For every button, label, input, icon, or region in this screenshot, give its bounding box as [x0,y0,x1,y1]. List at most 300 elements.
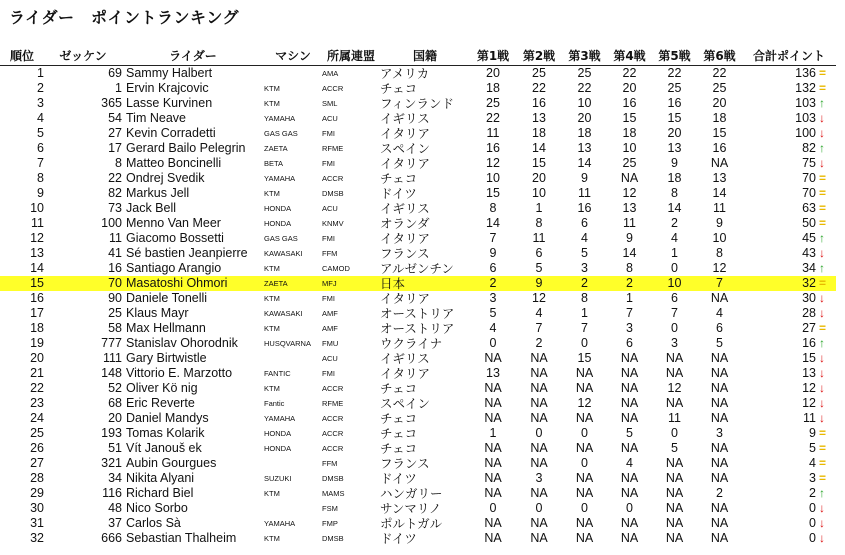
round-5-cell: 20 [667,126,682,140]
round-3-cell: 0 [581,501,588,515]
round-3-cell: 20 [577,111,592,125]
total-points-cell: 70 [802,171,816,185]
rider-name-cell: Ondrej Svedik [126,171,205,185]
trend-icon: ↓ [819,306,825,320]
round-2-cell: NA [530,396,548,410]
round-1-cell: 22 [486,111,500,125]
round-4-cell: NA [620,351,639,365]
round-5-cell: 15 [667,111,682,125]
round-2-cell: 16 [532,96,546,110]
round-1-cell: 25 [486,96,500,110]
round-5-cell: 0 [671,426,678,440]
machine-cell [264,501,322,516]
round-4-cell: NA [620,441,639,455]
round-6-cell: 22 [712,66,727,80]
position-cell: 30 [30,501,44,515]
rider-name-cell: Nico Sorbo [126,501,188,515]
round-4-cell: NA [620,171,639,185]
rider-name-cell: Sebastian Thalheim [126,531,237,545]
position-cell: 6 [37,141,44,155]
col-header-machine: マシン [275,48,311,63]
round-1-cell: NA [484,441,502,455]
table-row [0,66,836,82]
round-1-cell: 13 [486,366,500,380]
round-4-cell: NA [620,411,639,425]
round-2-cell: 4 [535,306,543,320]
number-cell: 70 [44,276,122,291]
table-row [0,171,836,186]
trend-icon: ↑ [819,231,825,245]
round-5-cell: 14 [667,201,682,215]
round-2-cell: 3 [535,471,543,485]
total-points-cell: 27 [802,321,816,335]
round-2-cell: 11 [532,231,546,245]
round-2-cell: 10 [532,186,546,200]
number-cell: 666 [101,531,122,545]
round-5-cell: NA [665,396,684,410]
round-5-cell: 12 [667,381,682,395]
trend-icon: ↓ [819,366,825,380]
trend-icon: ↑ [819,336,825,350]
total-points-cell: 63 [802,201,816,215]
trend-icon: ↓ [819,126,825,140]
round-1-cell: NA [484,351,502,365]
machine-cell: YAMAHA [264,519,296,528]
col-header-round-5: 第5戦 [658,48,691,63]
nationality-cell: チェコ [380,81,418,96]
round-2-cell: 12 [532,291,546,305]
trend-icon: ↓ [819,291,825,305]
total-points-cell: 82 [802,141,816,155]
table-row [0,471,836,486]
machine-cell: HONDA [264,444,292,453]
round-3-cell: 4 [581,231,588,245]
round-3-cell: 18 [577,126,592,140]
round-3-cell: 10 [577,96,592,110]
rider-name-cell: Tomas Kolarik [126,426,205,440]
machine-cell: HONDA [264,204,292,213]
position-cell: 19 [30,336,44,350]
machine-cell [264,351,322,366]
total-points-cell: 75 [802,156,816,170]
round-4-cell: 4 [626,456,633,470]
position-cell: 22 [30,381,44,395]
position-cell: 25 [30,426,44,440]
federation-cell: MAMS [322,489,345,498]
round-1-cell: 14 [486,216,500,230]
nationality-cell: イギリス [380,351,430,366]
round-5-cell: 0 [671,321,678,335]
round-1-cell: 10 [486,171,500,185]
round-3-cell: 22 [577,81,592,95]
position-cell: 3 [37,96,44,110]
federation-cell: FMU [322,339,339,348]
number-cell: 116 [102,486,122,500]
round-1-cell: 6 [489,261,497,275]
round-2-cell: 9 [516,276,562,291]
round-5-cell: NA [665,351,684,365]
number-cell: 68 [108,396,122,410]
position-cell: 8 [37,171,44,185]
col-header-number: ゼッケン [59,48,107,63]
nationality-cell: イタリア [380,126,431,141]
round-2-cell: NA [530,381,548,395]
round-1-cell: 1 [489,426,497,440]
round-6-cell: 2 [716,486,723,500]
nationality-cell: イタリア [380,366,431,381]
number-cell: 20 [108,411,122,425]
nationality-cell: ドイツ [380,186,417,201]
machine-cell: SUZUKI [264,474,292,483]
rider-name-cell: Aubin Gourgues [126,456,217,470]
machine-cell [264,456,322,471]
round-4-cell: 15 [622,111,637,125]
rider-name-cell: Klaus Mayr [126,306,189,320]
table-row [0,396,836,411]
round-1-cell: 0 [489,501,497,515]
ranking-rows [0,66,836,547]
round-4-cell: 9 [626,231,633,245]
machine-cell: HONDA [264,219,292,228]
round-3-cell: NA [575,486,594,500]
round-4-cell: NA [620,381,639,395]
round-1-cell: NA [484,531,502,545]
round-2-cell: 6 [535,246,543,260]
rider-name-cell: Santiago Arangio [126,261,222,275]
col-header-federation: 所属連盟 [326,48,375,63]
number-cell: 90 [108,291,122,305]
nationality-cell: ドイツ [380,531,417,546]
machine-cell: KTM [264,264,280,273]
round-5-cell: NA [665,531,684,545]
round-1-cell: NA [484,516,502,530]
round-6-cell: 13 [712,171,727,185]
round-1-cell: 11 [486,126,500,140]
round-1-cell: 18 [486,81,500,95]
rider-name-cell: Max Hellmann [126,321,206,335]
machine-cell: ZAETA [264,144,288,153]
nationality-cell: チェコ [380,441,418,456]
number-cell: 777 [101,336,122,350]
trend-icon: = [819,426,827,440]
round-1-cell: NA [484,456,502,470]
round-2-cell: NA [530,411,548,425]
round-2-cell: 22 [532,81,546,95]
number-cell: 48 [108,501,122,515]
position-cell: 13 [30,246,44,260]
federation-cell: DMSB [322,534,344,543]
round-1-cell: NA [484,411,502,425]
total-points-cell: 5 [809,441,816,455]
round-6-cell: 11 [713,201,726,215]
round-3-cell: 13 [577,141,592,155]
col-header-round-1: 第1戦 [476,48,510,63]
total-points-cell: 45 [802,231,816,245]
total-points-cell: 32 [742,276,816,291]
round-3-cell: NA [575,381,594,395]
federation-cell: ACCR [322,174,344,183]
machine-cell: HUSQVARNA [264,339,311,348]
round-2-cell: NA [530,441,548,455]
round-6-cell: NA [710,156,729,170]
rider-name-cell: Lasse Kurvinen [126,96,213,110]
number-cell: 17 [108,141,122,155]
col-header-rider: ライダー [169,48,217,63]
page-title: ライダー ポイントランキング [9,8,240,27]
nationality-cell: ポルトガル [380,516,443,531]
col-header-nationality: 国籍 [412,48,437,63]
round-3-cell: 11 [578,186,591,200]
position-cell: 5 [37,126,44,140]
round-5-cell: 22 [667,66,682,80]
total-points-cell: 0 [809,501,816,515]
round-2-cell: 25 [532,66,546,80]
round-2-cell: 18 [532,126,546,140]
round-1-cell: 0 [489,336,497,350]
position-cell: 23 [30,396,44,410]
round-5-cell: 6 [671,291,678,305]
total-points-cell: 100 [795,126,816,140]
total-points-cell: 3 [809,471,816,485]
number-cell: 321 [101,456,122,470]
table-row [0,291,836,306]
table-row [0,366,836,381]
trend-icon: ↑ [819,96,825,110]
total-points-cell: 136 [795,66,816,80]
round-6-cell: 5 [716,336,723,350]
col-header-round-2: 第2戦 [522,48,556,63]
number-cell: 11 [109,231,122,245]
round-5-cell: NA [665,366,684,380]
federation-cell: DMSB [322,474,344,483]
round-4-cell: 22 [622,66,637,80]
round-3-cell: 1 [581,306,588,320]
round-3-cell: NA [575,531,594,545]
trend-icon: ↓ [819,411,825,425]
nationality-cell: チェコ [380,171,418,186]
trend-icon: ↓ [819,531,825,545]
position-cell: 11 [31,216,44,230]
position-cell: 14 [30,261,44,275]
number-cell: 37 [108,516,122,530]
round-4-cell: NA [620,396,639,410]
nationality-cell: オーストリア [380,306,455,321]
federation-cell: FMI [322,294,335,303]
nationality-cell: フランス [380,456,430,471]
federation-cell: AMF [322,324,338,333]
nationality-cell: オランダ [380,216,430,231]
position-cell: 29 [30,486,44,500]
round-6-cell: NA [710,456,729,470]
machine-cell: GAS GAS [264,129,298,138]
trend-icon: ↓ [819,351,825,365]
trend-icon: = [819,201,827,215]
total-points-cell: 34 [802,261,816,275]
table-row [0,111,836,126]
federation-cell: FMI [322,159,335,168]
total-points-cell: 11 [803,411,816,425]
round-5-cell: 18 [667,171,682,185]
table-row [0,276,836,291]
position-cell: 7 [37,156,44,170]
total-points-cell: 43 [802,246,816,260]
round-6-cell: 10 [712,231,727,245]
round-6-cell: NA [710,411,729,425]
nationality-cell: チェコ [380,426,418,441]
table-row [0,201,836,216]
round-2-cell: NA [530,366,548,380]
machine-cell [264,66,322,82]
rider-name-cell: Giacomo Bossetti [126,231,224,245]
number-cell: 52 [108,381,122,395]
round-3-cell: 25 [577,66,592,80]
nationality-cell: イタリア [380,231,431,246]
nationality-cell: アメリカ [380,66,430,81]
round-6-cell: 8 [716,246,723,260]
table-row [0,246,836,261]
table-row [0,141,836,156]
round-1-cell: 12 [486,156,500,170]
federation-cell: ACCR [322,429,344,438]
rider-name-cell: Kevin Corradetti [126,126,216,140]
position-cell: 15 [0,276,44,291]
federation-cell: RFME [322,144,344,153]
round-4-cell: 12 [622,186,637,200]
round-6-cell: 20 [712,96,727,110]
nationality-cell: ウクライナ [380,336,443,351]
number-cell: 148 [101,366,122,380]
number-cell: 100 [101,216,122,230]
machine-cell: YAMAHA [264,114,296,123]
round-5-cell: 0 [671,261,678,275]
nationality-cell: フランス [380,246,430,261]
rider-name-cell: Eric Reverte [126,396,195,410]
machine-cell: KAWASAKI [264,249,303,258]
round-2-cell: NA [530,516,548,530]
round-6-cell: NA [710,501,729,515]
round-3-cell: 0 [581,456,588,470]
table-row [0,126,836,141]
number-cell: 193 [101,426,122,440]
rider-name-cell: Stanislav Ohorodnik [126,336,238,350]
number-cell: 1 [115,81,122,95]
round-6-cell: 18 [712,111,727,125]
federation-cell: FMI [322,129,335,138]
round-4-cell: 6 [626,336,633,350]
nationality-cell: イタリア [380,291,431,306]
table-row [0,441,836,456]
round-3-cell: 14 [577,156,592,170]
round-1-cell: 5 [489,306,497,320]
round-1-cell: 3 [489,291,497,305]
round-6-cell: NA [710,531,729,545]
round-2-cell: 8 [535,216,543,230]
trend-icon: = [819,441,827,455]
machine-cell: ZAETA [264,276,322,291]
total-points-cell: 13 [802,366,816,380]
col-header-total: 合計ポイント [752,48,825,63]
machine-cell: HONDA [264,429,292,438]
number-cell: 58 [108,321,122,335]
trend-icon: ↓ [819,381,825,395]
rider-name-cell: Tim Neave [126,111,186,125]
trend-icon: ↓ [819,156,825,170]
col-header-position: 順位 [9,48,34,63]
nationality-cell: スペイン [380,141,431,156]
header-row [0,45,836,66]
federation-cell: ACU [322,204,338,213]
round-4-cell: 13 [622,201,637,215]
round-2-cell: 14 [532,141,546,155]
round-1-cell: 2 [470,276,516,291]
round-5-cell: NA [665,456,684,470]
federation-cell: DMSB [322,189,344,198]
round-2-cell: NA [530,456,548,470]
round-6-cell: 9 [716,216,723,230]
round-1-cell: 20 [486,66,500,80]
position-cell: 10 [30,201,44,215]
table-row [0,321,836,336]
round-5-cell: 1 [671,246,678,260]
number-cell: 16 [108,261,122,275]
round-3-cell: 15 [577,351,592,365]
rider-name-cell: Vít Janouš ek [126,441,202,455]
round-5-cell: 9 [671,156,678,170]
round-1-cell: 16 [486,141,500,155]
federation-cell: ACU [322,354,338,363]
round-1-cell: 7 [489,231,497,245]
trend-icon: = [819,81,827,95]
round-6-cell: NA [710,381,729,395]
round-4-cell: 25 [622,156,637,170]
round-4-cell: 18 [622,126,637,140]
rider-name-cell: Masatoshi Ohmori [122,276,264,291]
table-row [0,351,836,366]
round-5-cell: 8 [671,186,678,200]
round-3-cell: 5 [581,246,588,260]
round-2-cell: 7 [535,321,543,335]
trend-icon: ↓ [819,246,825,260]
number-cell: 82 [108,186,122,200]
machine-cell: FANTIC [264,369,291,378]
round-2-cell: 13 [532,111,546,125]
federation-cell: AMF [322,309,338,318]
position-cell: 12 [30,231,44,245]
machine-cell: KTM [264,294,280,303]
total-points-cell: 50 [802,216,816,230]
total-points-cell: 0 [809,516,816,530]
federation-cell: KNMV [322,219,344,228]
trend-icon: = [819,186,827,200]
nationality-cell: ハンガリー [380,486,443,501]
round-4-cell: 20 [622,81,637,95]
position-cell: 17 [30,306,44,320]
trend-icon: ↓ [819,516,825,530]
col-header-round-4: 第4戦 [613,48,646,63]
machine-cell: KTM [264,84,280,93]
round-4-cell: 10 [622,141,637,155]
total-points-cell: 9 [809,426,816,440]
round-3-cell: 7 [581,321,588,335]
nationality-cell: オーストリア [380,321,455,336]
rider-name-cell: Jack Bell [126,201,177,215]
total-points-cell: 132 [795,81,816,95]
trend-icon: = [819,66,827,80]
total-points-cell: 15 [802,351,816,365]
round-2-cell: NA [530,351,548,365]
position-cell: 2 [37,81,44,95]
round-1-cell: 8 [489,201,497,215]
